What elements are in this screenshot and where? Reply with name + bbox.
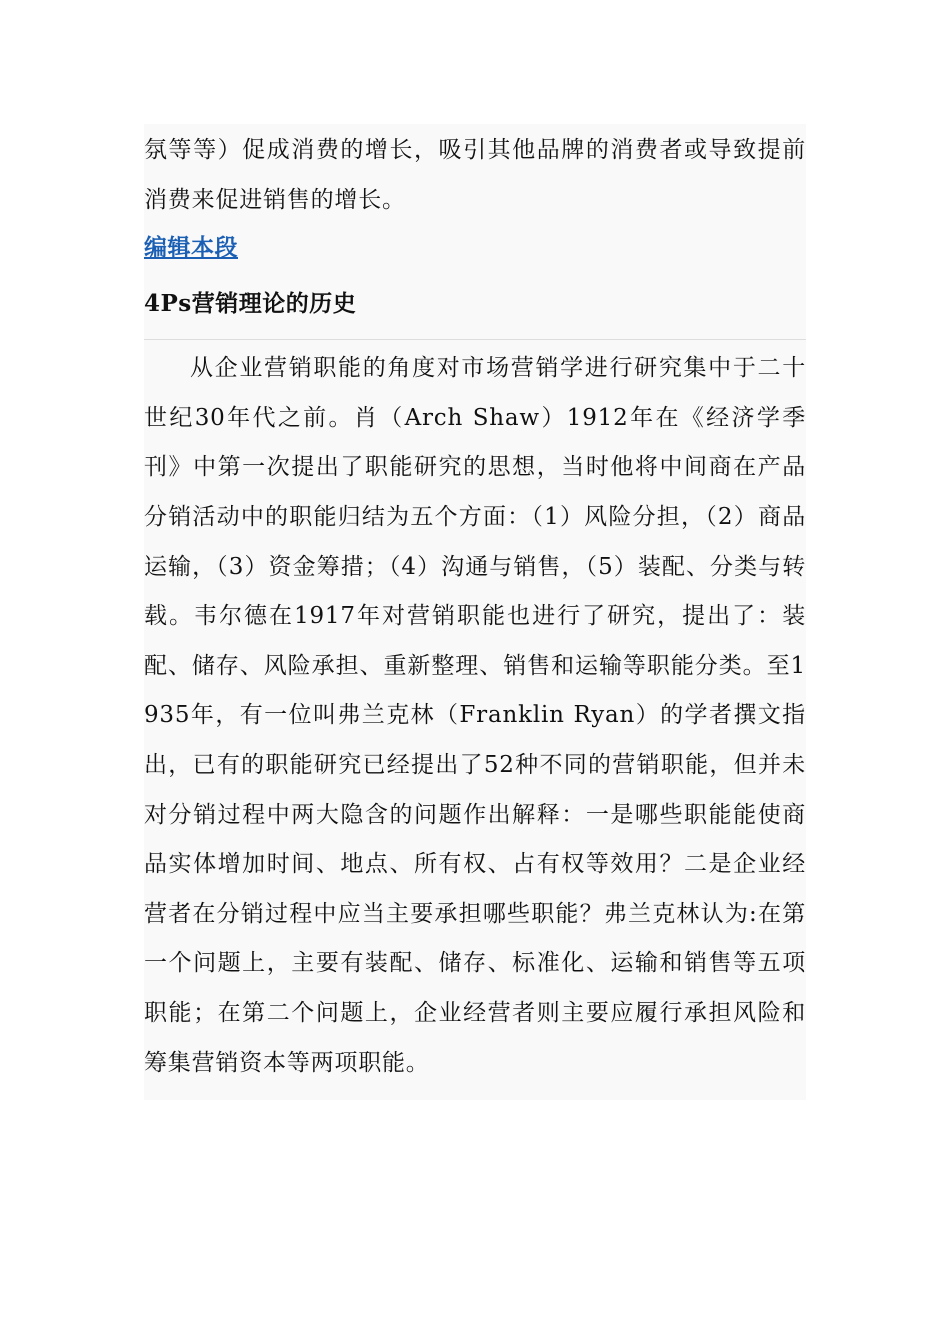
section-title: 4Ps营销理论的历史 <box>144 290 357 318</box>
article-content <box>144 124 806 1100</box>
edit-section-link[interactable]: 编辑本段 <box>144 234 238 262</box>
body-paragraph: 从企业营销职能的角度对市场营销学进行研究集中于二十世纪30年代之前。肖（Arch Shaw）1912年在《经济学季刊》中第一次提出了职能研究的思想，当时他将中间商在产品分销活动中的职能归结为五个方面：（1）风险分担，（2）商品运输，（3）资金筹措；（4）沟通与销售，（5）装配、分类与转载。韦尔德在1917年对营销职能也进行了研究，提出了：装配、储存、风险承担、重新整理、销售和运输等职能分类。至1935年，有一位叫弗兰克林（Franklin Ryan）的学者撰文指出，已有的职能研究已经提出了52种不同的营销职能，但并未对分销过程中两大隐含的问题作出解释：一是哪些职能能使商品实体增加时间、地点、所有权、占有权等效用？二是企业经营者在分销过程中应当主要承担哪些职能？弗兰克林认为:在第一个问题上，主要有装配、储存、标准化、运输和销售等五项职能；在第二个问题上，企业经营者则主要应履行承担风险和筹集营销资本等两项职能。 <box>144 355 806 1076</box>
section-divider <box>144 339 806 340</box>
intro-paragraph: 氛等等）促成消费的增长，吸引其他品牌的消费者或导致提前消费来促进销售的增长。 <box>144 137 806 213</box>
